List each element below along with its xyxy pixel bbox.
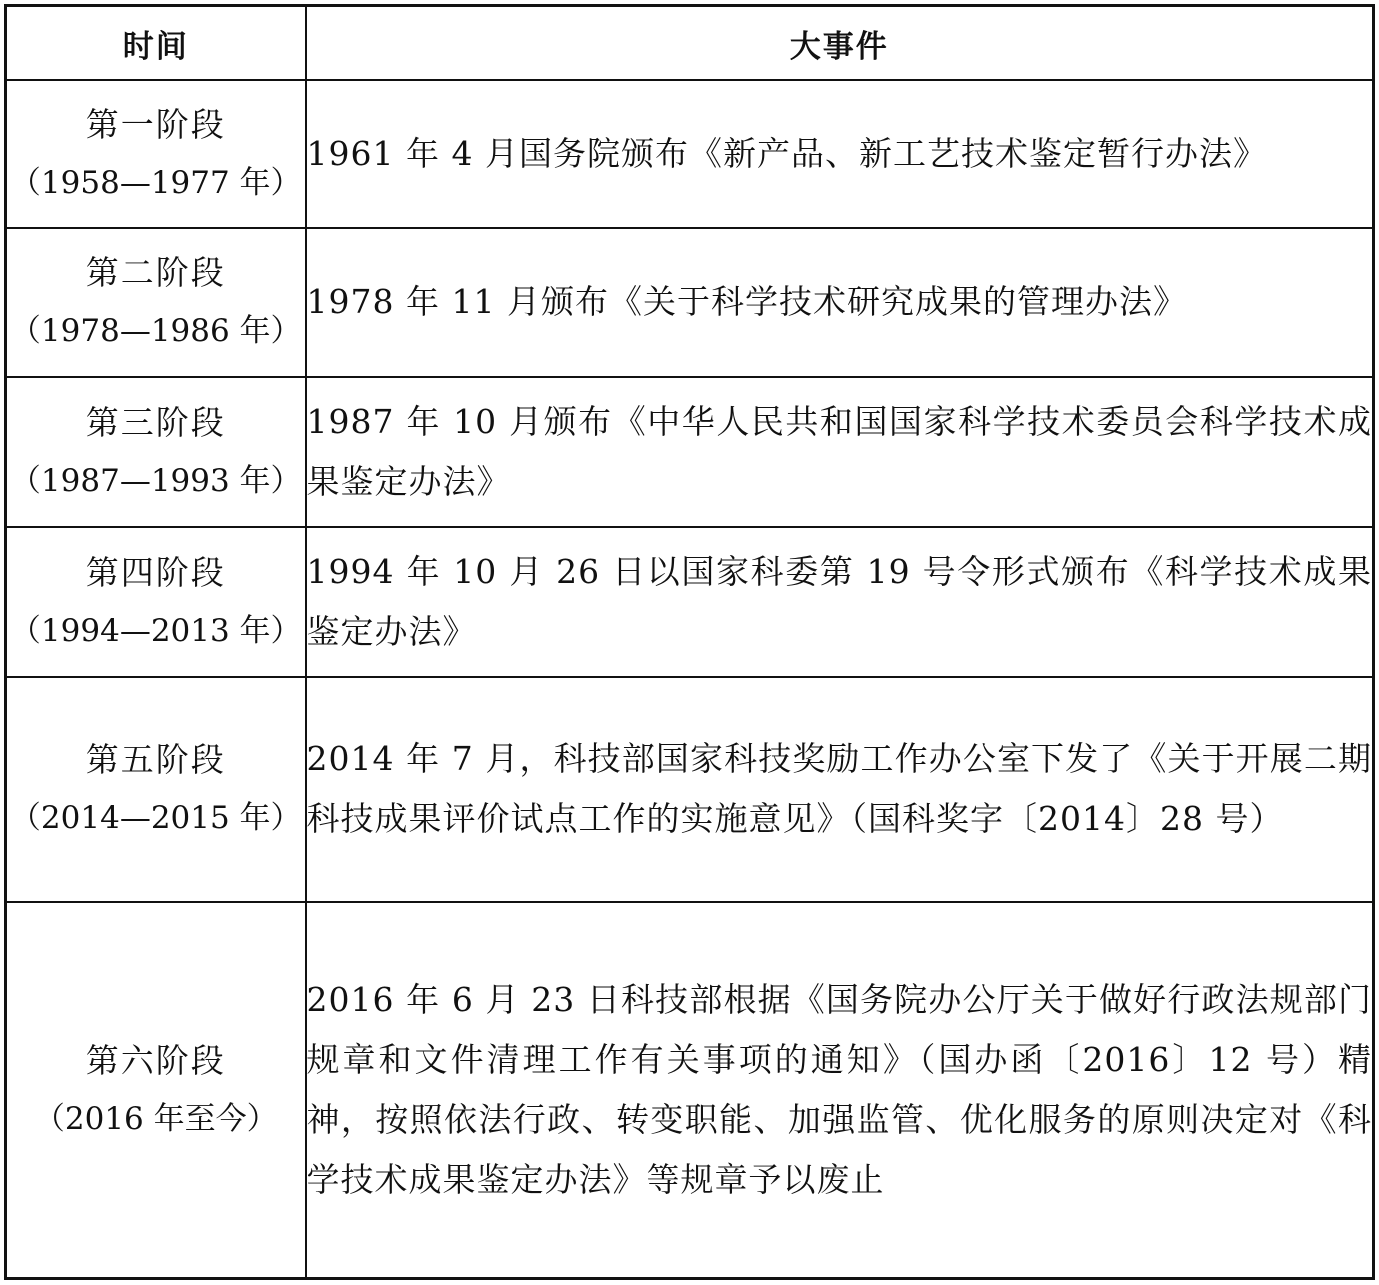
time-cell (6, 228, 306, 376)
table-row (6, 80, 1374, 228)
table-row (6, 228, 1374, 376)
event-text: 1961 年 4 月国务院颁布《新产品、新工艺技术鉴定暂行办法》 (306, 80, 1374, 228)
time-cell (6, 80, 306, 228)
header-event: 大事件 (306, 6, 1374, 81)
stage-years: （2014—2015 年） (9, 800, 302, 837)
events-table (4, 4, 1375, 1280)
stage-years: （1987—1993 年） (9, 462, 302, 499)
table-row (6, 677, 1374, 901)
time-cell (6, 902, 306, 1279)
table-row (6, 902, 1374, 1279)
stage-label: 第二阶段 (85, 253, 226, 293)
stage-years: （1978—1986 年） (9, 313, 302, 350)
stage-label: 第六阶段 (85, 1040, 226, 1080)
time-cell (6, 677, 306, 901)
stage-label: 第三阶段 (85, 402, 226, 442)
stage-years: （2016 年至今） (33, 1100, 278, 1137)
event-text: 1978 年 11 月颁布《关于科学技术研究成果的管理办法》 (306, 228, 1374, 376)
stage-label: 第五阶段 (85, 740, 226, 780)
stage-label: 第四阶段 (85, 553, 226, 593)
event-text: 2016 年 6 月 23 日科技部根据《国务院办公厅关于做好行政法规部门规章和文件清理工作有关事项的通知》（国办函〔2016〕12 号）精神，按照依法行政、转变职能、加强监管、优化服务的原则决定对《科学技术成果鉴定办法》等规章予以废止 (306, 902, 1374, 1279)
event-text: 1994 年 10 月 26 日以国家科委第 19 号令形式颁布《科学技术成果鉴定办法》 (306, 527, 1374, 677)
time-cell (6, 527, 306, 677)
table-row (6, 377, 1374, 527)
stage-label: 第一阶段 (85, 105, 226, 145)
time-cell (6, 377, 306, 527)
stage-years: （1958—1977 年） (9, 165, 302, 202)
header-time: 时间 (6, 6, 306, 81)
header-row (6, 6, 1374, 81)
table-row (6, 527, 1374, 677)
event-text: 2014 年 7 月，科技部国家科技奖励工作办公室下发了《关于开展二期科技成果评价试点工作的实施意见》（国科奖字〔2014〕28 号） (306, 677, 1374, 901)
stage-years: （1994—2013 年） (9, 613, 302, 650)
event-text: 1987 年 10 月颁布《中华人民共和国国家科学技术委员会科学技术成果鉴定办法》 (306, 377, 1374, 527)
